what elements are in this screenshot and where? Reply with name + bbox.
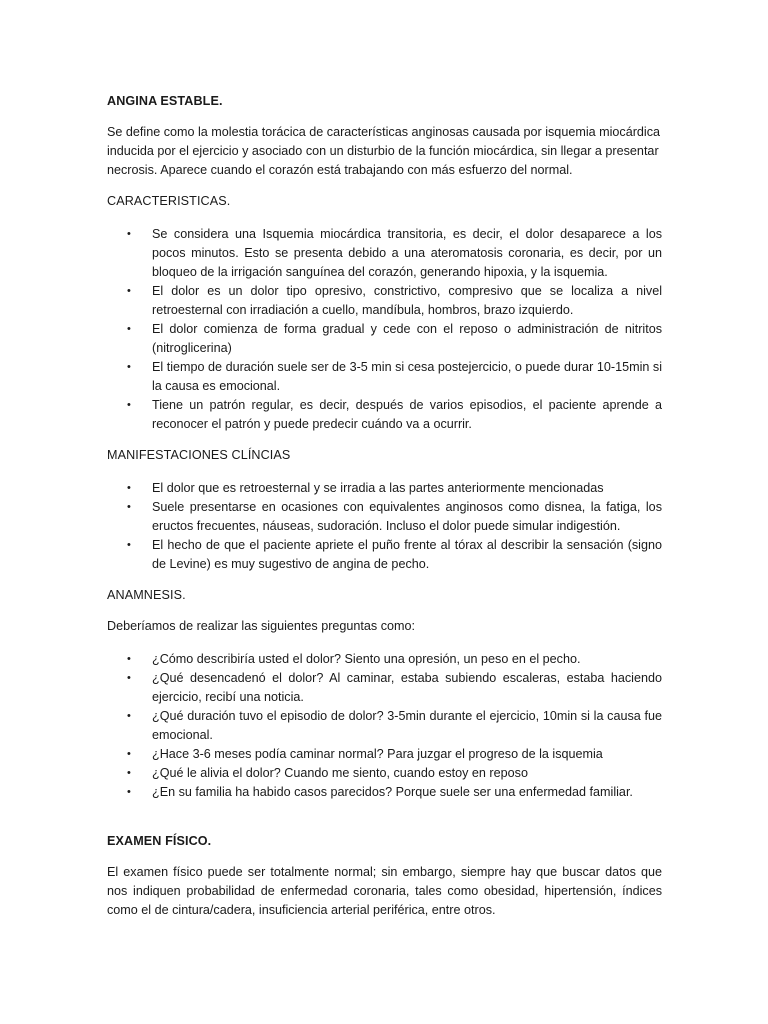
section-heading-examen: EXAMEN FÍSICO. [107, 834, 212, 848]
anamnesis-lead: Deberíamos de realizar las siguientes preguntas como: [107, 619, 416, 633]
bullet-icon: • [127, 767, 131, 779]
bullet-icon: • [127, 539, 131, 551]
bullet-icon: • [127, 285, 131, 297]
list-item: • Suele presentarse en ocasiones con equivalentes anginosos como disnea, la fatiga, los eructos frecuentes, náuseas, sudoración. Incluso el dolor puede simular indigestión. [127, 500, 662, 533]
bullet-icon: • [127, 672, 131, 684]
document-page [107, 92, 662, 920]
list-item: • El dolor es un dolor tipo opresivo, constrictivo, compresivo que se localiza a nivel retroesternal con irradiación a cuello, mandíbula, hombros, brazo izquierdo. [127, 284, 662, 317]
section-heading-caracteristicas: CARACTERISTICAS. [107, 194, 231, 208]
bullet-icon: • [127, 786, 131, 798]
list-item: • ¿En su familia ha habido casos parecidos? Porque suele ser una enfermedad familiar. [107, 783, 662, 802]
document-title: ANGINA ESTABLE. [107, 94, 223, 108]
bullet-icon: • [127, 653, 131, 665]
bullet-icon: • [127, 501, 131, 513]
bullet-icon: • [127, 323, 131, 335]
bullet-icon: • [127, 228, 131, 240]
list-item: • El hecho de que el paciente apriete el puño frente al tórax al describir la sensación (signo de Levine) es muy sugestivo de angina de pecho. [127, 538, 662, 571]
bullet-icon: • [127, 482, 131, 494]
examen-paragraph: El examen físico puede ser totalmente normal; sin embargo, siempre hay que buscar datos que nos indiquen probabilidad de enfermedad coronaria, tales como obesidad, hipertensión, índices como el de cintura/cadera, insuficiencia arterial periférica, entre otros. [107, 865, 662, 917]
list-item: • ¿Cómo describiría usted el dolor? Siento una opresión, un peso en el pecho. [107, 650, 662, 669]
list-item: • ¿Hace 3-6 meses podía caminar normal? Para juzgar el progreso de la isquemia [107, 745, 662, 764]
bullet-icon: • [127, 710, 131, 722]
list-item: • Se considera una Isquemia miocárdica transitoria, es decir, el dolor desaparece a los pocos minutos. Esto se presenta debido a una ateromatosis coronaria, es decir, por un bloqueo de la irrigación sanguínea del corazón, generando hipoxia, y la isquemia. [127, 227, 662, 279]
list-item: • ¿Qué duración tuvo el episodio de dolor? 3-5min durante el ejercicio, 10min si la causa fue emocional. [127, 709, 662, 742]
bullet-icon: • [127, 748, 131, 760]
caracteristicas-list [107, 225, 662, 434]
bullet-icon: • [127, 361, 131, 373]
list-item: • El tiempo de duración suele ser de 3-5 min si cesa postejercicio, o puede durar 10-15min si la causa es emocional. [127, 360, 662, 393]
intro-paragraph: Se define como la molestia torácica de características anginosas causada por isquemia miocárdica inducida por el ejercicio y asociado con un disturbio de la función miocárdica, sin llegar a presentar necrosis. Aparece cuando el corazón está trabajando con más esfuerzo del normal. [107, 125, 661, 177]
list-item: • ¿Qué le alivia el dolor? Cuando me siento, cuando estoy en reposo [107, 764, 662, 783]
bullet-icon: • [127, 399, 131, 411]
manifestaciones-list [107, 479, 662, 574]
list-item: • El dolor comienza de forma gradual y cede con el reposo o administración de nitritos (nitroglicerina) [127, 322, 662, 355]
list-item: • Tiene un patrón regular, es decir, después de varios episodios, el paciente aprende a reconocer el patrón y puede predecir cuándo va a ocurrir. [127, 398, 662, 431]
anamnesis-list [107, 650, 662, 802]
list-item: • El dolor que es retroesternal y se irradia a las partes anteriormente mencionadas [107, 479, 662, 498]
list-item: • ¿Qué desencadenó el dolor? Al caminar, estaba subiendo escaleras, estaba haciendo ejercicio, recibí una noticia. [127, 671, 662, 704]
section-heading-anamnesis: ANAMNESIS. [107, 588, 186, 602]
section-heading-manifestaciones: MANIFESTACIONES CLÍNCIAS [107, 448, 291, 462]
